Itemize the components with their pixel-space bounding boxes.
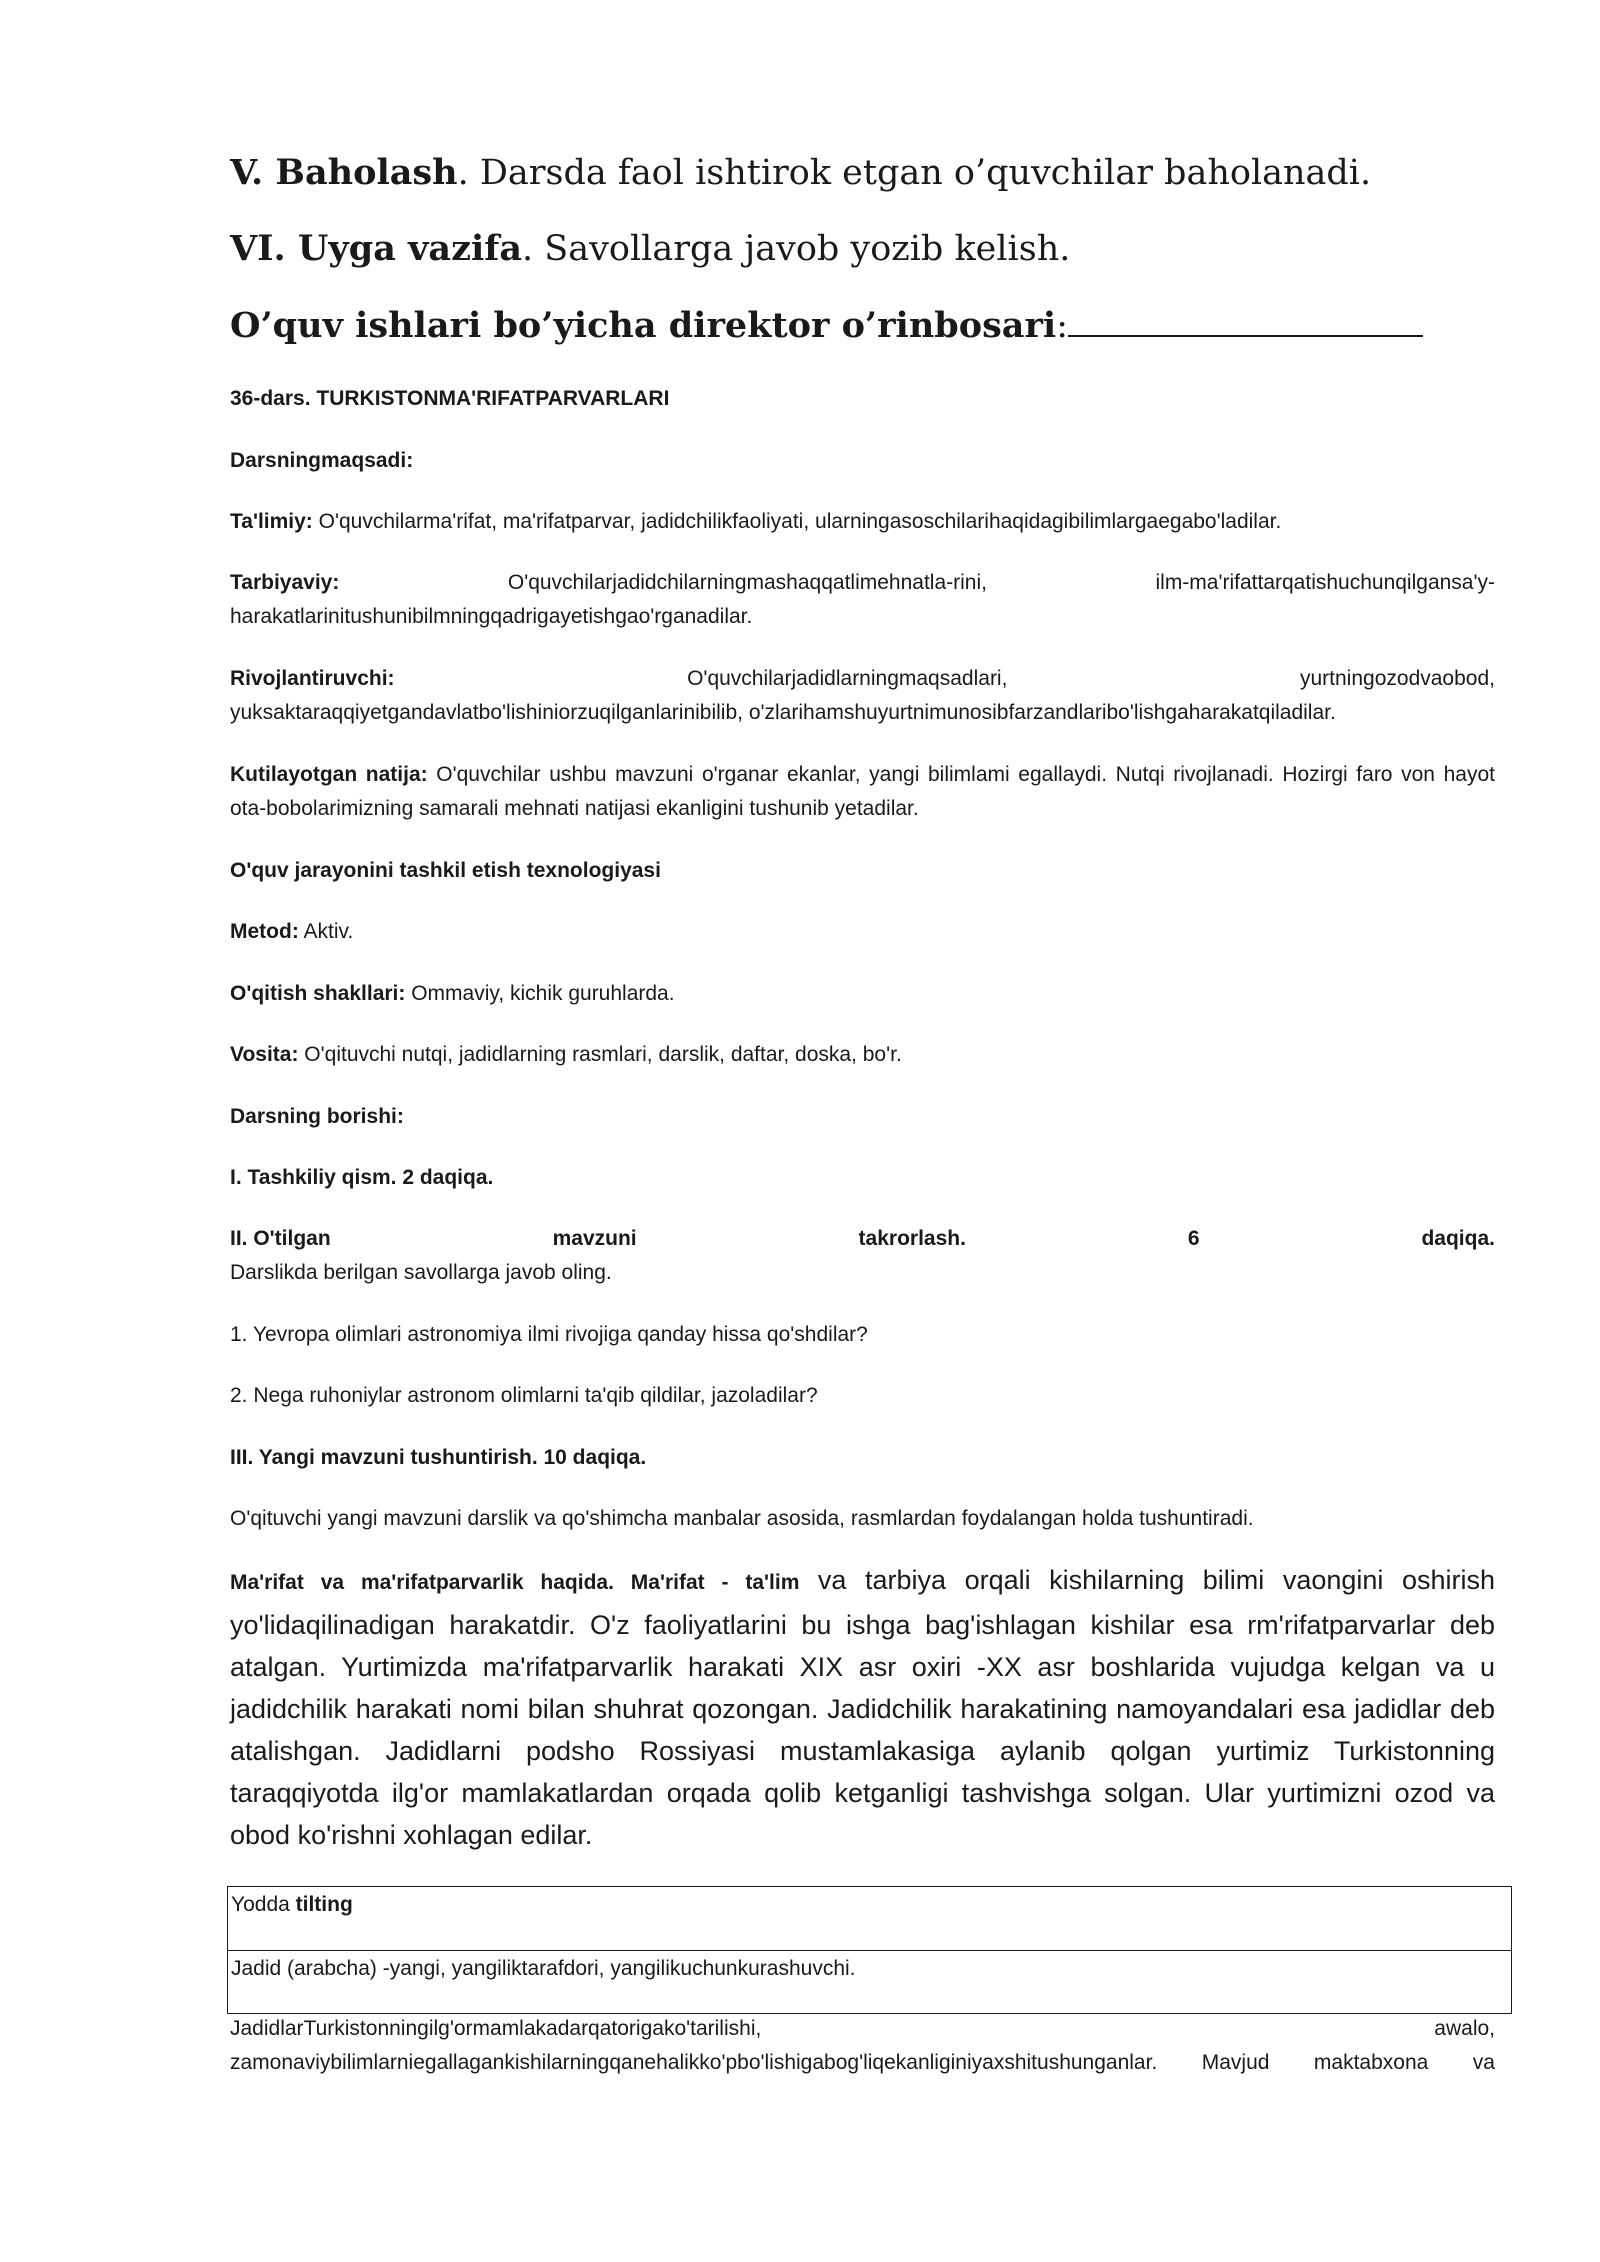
step2-word5: daqiqa. <box>1421 1227 1495 1250</box>
talimiy-text: O'quvchilarma'rifat, ma'rifatparvar, jadidchilikfaoliyati, ularningasoschilarihaqidagibilimlargaegabo'ladilar. <box>312 510 1282 533</box>
remember-table-header-bold: tilting <box>295 1893 353 1916</box>
director-colon: : <box>1056 306 1069 346</box>
marifat-text: va tarbiya orqali kishilarning bilimi vaongini oshirish yo'lidaqilinadigan harakatdir. O'z faoliyatlarini bu ishga bag'ishlagan kishilar esa rm'rifatparvarlar deb atalgan. Yurtimizda ma'rifatparvarlik harakati XIX asr oxiri -XX asr boshlarida vujudga kelgan va u jadidchilik harakati nomi bilan shuhrat qozongan. Jadidchilik harakatining namoyandalari esa jadidlar deb atalishgan. Jadidlarni podsho Rossiyasi mustamlakasiga aylanib qolgan yurtimiz Turkistonning taraqqiyotda ilg'or mamlakatlardan orqada qolib ketganligi tashvishga solgan. Ular yurtimizni ozod va obod ko'rishni xohlagan edilar. <box>230 1565 1495 1850</box>
marifat-bold-intro: Ma'rifat va ma'rifatparvarlik haqida. Ma'rifat - ta'lim <box>230 1571 800 1594</box>
kutilayotgan-paragraph <box>230 758 1495 826</box>
step2-word4: 6 <box>1187 1227 1200 1250</box>
assessment-label: V. Baholash <box>230 152 458 193</box>
vosita-line <box>230 1038 1495 1072</box>
rivojlantiruvchi-text-part1: O'quvchilarjadidlarningmaqsadlari, <box>687 667 1008 690</box>
step2-word1: II. O'tilgan <box>230 1227 331 1250</box>
homework-label: VI. Uyga vazifa <box>230 228 523 269</box>
step2-word3: takrorlash. <box>858 1227 966 1250</box>
kutilayotgan-text: O'quvchilar ushbu mavzuni o'rganar ekanlar, yangi bilimlami egallaydi. Nutqi rivojlanadi. Hozirgi faro von hayot ota-bobolarimizning samarali mehnati natijasi ekanligini tushunib yetadilar. <box>230 763 1495 820</box>
kutilayotgan-label: Kutilayotgan natija: <box>230 763 428 786</box>
remember-table-definition: Jadid (arabcha) -yangi, yangiliktarafdori, yangilikuchunkurashuvchi. <box>228 1950 1511 2013</box>
final-text-line2a: zamonaviybilimlarniegallagankishilarningqanehalikko'pbo'lishigabog'liqekanliginiyaxshitushunganlar. <box>230 2051 1158 2074</box>
talimiy-paragraph <box>230 505 1495 539</box>
step1-heading: I. Tashkiliy qism. 2 daqiqa. <box>230 1166 494 1189</box>
final-text-line2b: Mavjud <box>1201 2051 1270 2074</box>
final-text-part1: JadidlarTurkistonningilg'ormamlakadarqatorigako'tarilishi, <box>230 2017 762 2040</box>
final-text-line2c: maktabxona <box>1313 2051 1429 2074</box>
step2-word2: mavzuni <box>552 1227 637 1250</box>
step2-paragraph <box>230 1222 1495 1290</box>
assessment-line <box>230 152 1495 193</box>
final-paragraph <box>230 2012 1495 2080</box>
metod-label: Metod: <box>230 920 299 943</box>
question-1: 1. Yevropa olimlari astronomiya ilmi rivojiga qanday hissa qo'shdilar? <box>230 1323 868 1346</box>
homework-line <box>230 228 1495 269</box>
final-text-part2: awalo, <box>1434 2017 1495 2040</box>
rivojlantiruvchi-paragraph <box>230 662 1495 730</box>
borishi-heading: Darsning borishi: <box>230 1105 404 1128</box>
shakllar-line <box>230 977 1495 1011</box>
director-label: O’quv ishlari bo’yicha direktor o’rinbosari <box>230 305 1057 346</box>
rivojlantiruvchi-text-part2: yurtningozodvaobod, <box>1300 667 1495 690</box>
final-text-line2d: va <box>1472 2051 1495 2074</box>
step3-text: O'qituvchi yangi mavzuni darslik va qo'shimcha manbalar asosida, rasmlardan foydalangan holda tushuntiradi. <box>230 1507 1254 1530</box>
tarbiyaviy-label: Tarbiyaviy: <box>230 571 340 594</box>
marifat-paragraph <box>230 1559 1495 1856</box>
question-2: 2. Nega ruhoniylar astronom olimlarni ta'qib qildilar, jazoladilar? <box>230 1384 818 1407</box>
step3-heading: III. Yangi mavzuni tushuntirish. 10 daqiqa. <box>230 1446 647 1469</box>
metod-line <box>230 915 1495 949</box>
vosita-label: Vosita: <box>230 1043 299 1066</box>
assessment-text: . Darsda faol ishtirok etgan o’quvchilar baholanadi. <box>457 153 1372 193</box>
rivojlantiruvchi-label: Rivojlantiruvchi: <box>230 667 395 690</box>
talimiy-label: Ta'limiy: <box>230 510 313 533</box>
remember-table <box>227 1886 1512 2014</box>
homework-text: . Savollarga javob yozib kelish. <box>522 229 1071 269</box>
tarbiyaviy-text-line2: harakatlarinitushunibilmningqadrigayetishgao'rganadilar. <box>230 605 753 628</box>
shakllar-label: O'qitish shakllari: <box>230 982 406 1005</box>
tarbiyaviy-text-part1: O'quvchilarjadidchilarningmashaqqatlimehnatla-rini, <box>507 571 987 594</box>
vosita-text: O'qituvchi nutqi, jadidlarning rasmlari, darslik, daftar, doska, bo'r. <box>298 1043 902 1066</box>
tarbiyaviy-text-part2: ilm-ma'rifattarqatishuchunqilgansa'y- <box>1155 571 1495 594</box>
step2-line2: Darslikda berilgan savollarga javob oling. <box>230 1261 612 1284</box>
remember-table-header: Yodda tilting <box>231 1893 353 1916</box>
shakllar-text: Ommaviy, kichik guruhlarda. <box>405 982 675 1005</box>
goal-heading: Darsningmaqsadi: <box>230 449 414 472</box>
metod-text: Aktiv. <box>298 920 354 943</box>
director-signature-line <box>230 305 1495 346</box>
lesson-title: 36-dars. TURKISTONMA'RIFATPARVARLARI <box>230 387 670 410</box>
technology-heading: O'quv jarayonini tashkil etish texnologiyasi <box>230 859 661 882</box>
tarbiyaviy-paragraph <box>230 566 1495 634</box>
signature-blank <box>1068 305 1423 337</box>
rivojlantiruvchi-text-line2: yuksaktaraqqiyetgandavlatbo'lishiniorzuqilganlarinibilib, o'zlarihamshuyurtnimunosibfarzandlaribo'lishgaharakatqiladilar. <box>230 701 1336 724</box>
